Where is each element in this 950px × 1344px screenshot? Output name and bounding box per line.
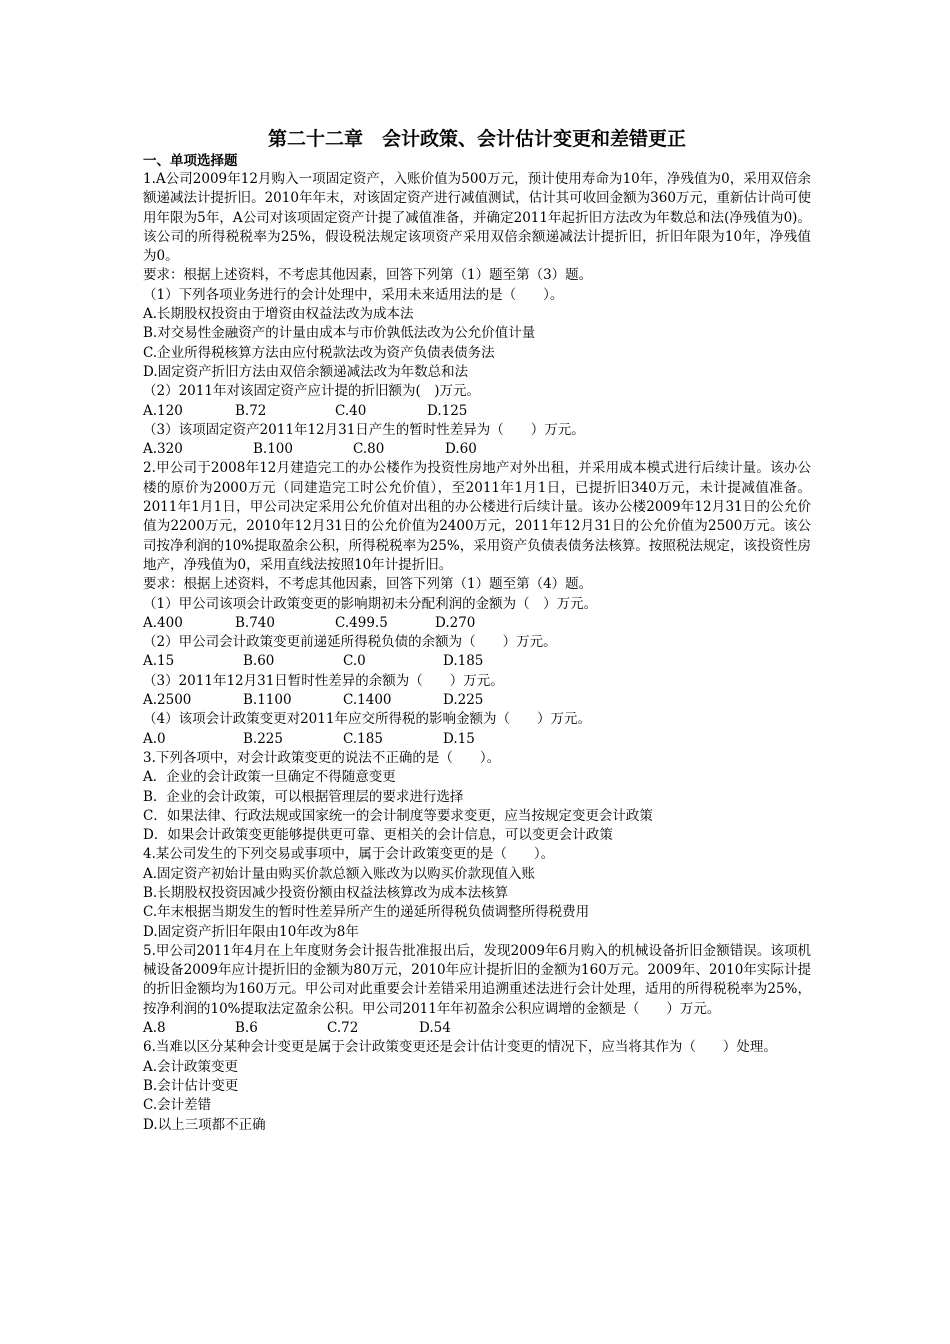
option-b: B.60 <box>243 653 275 670</box>
option-a: A.2500 <box>143 692 192 709</box>
options-row <box>143 652 811 671</box>
option-d: D.54 <box>419 1020 451 1037</box>
option-c: C.72 <box>327 1020 359 1037</box>
option-a: A.0 <box>143 730 166 747</box>
option-b: B．企业的会计政策，可以根据管理层的要求进行选择 <box>143 788 464 805</box>
options-row <box>143 691 811 710</box>
option-b: B.100 <box>253 441 293 458</box>
option-d: D.固定资产折旧年限由10年改为8年 <box>143 923 359 940</box>
option-d: D.185 <box>443 653 484 670</box>
option-d: D.固定资产折旧方法由双倍余额递减法改为年数总和法 <box>143 363 469 380</box>
question-2-stem: 2.甲公司于2008年12月建造完工的办公楼作为投资性房地产对外出租，并采用成本模式进行后续计量。该办公楼的原价为2000万元（同建造完工时公允价值），至2011年1月1日，已提折旧340万元，未计提减值准备。2011年1月1日，甲公司决定采用公允价值对出租的办公楼进行后续计量。该办公楼2009年12月31日的公允价值为2200万元，2010年12月31日的公允价值为2400万元，2011年12月31日的公允价值为2500万元。该公司按净利润的10%提取盈余公积，所得税税率为25%，采用资产负债表债务法核算。按照税法规定，该投资性房地产，净残值为0，采用直线法按照10年计提折旧。 <box>143 460 811 573</box>
option-c: C.185 <box>343 730 383 747</box>
question-1-sub-2: （2）2011年对该固定资产应计提的折旧额为( )万元。 <box>143 383 480 400</box>
question-1-sub-1: （1）下列各项业务进行的会计处理中，采用未来适用法的是（ ）。 <box>143 286 564 303</box>
question-1-stem: 1.A公司2009年12月购入一项固定资产，入账价值为500万元，预计使用寿命为10年，净残值为0，采用双倍余额递减法计提折旧。2010年年末，对该固定资产进行减值测试，估计其可收回金额为360万元，重新估计尚可使用年限为5年，A公司对该项固定资产计提了减值准备，并确定2011年起折旧方法改为年数总和法(净残值为0)。该公司的所得税税率为25%，假设税法规定该项资产采用双倍余额递减法计提折旧，折旧年限为10年，净残值为0。 <box>143 171 811 265</box>
option-a: A.固定资产初始计量由购买价款总额入账改为以购买价款现值入账 <box>143 865 536 882</box>
option-c: C.40 <box>335 402 367 419</box>
document-page <box>143 126 811 1135</box>
options-row <box>143 1019 811 1038</box>
option-c: C.企业所得税核算方法由应付税款法改为资产负债表债务法 <box>143 344 495 361</box>
option-d: D.以上三项都不正确 <box>143 1116 266 1133</box>
option-c: C．如果法律、行政法规或国家统一的会计制度等要求变更，应当按规定变更会计政策 <box>143 807 653 824</box>
options-row <box>143 440 811 459</box>
option-c: C.1400 <box>343 692 392 709</box>
option-d: D.60 <box>445 441 477 458</box>
question-2-sub-1: （1）甲公司该项会计政策变更的影响期初未分配利润的金额为（ ）万元。 <box>143 595 598 612</box>
question-2-sub-3: （3）2011年12月31日暂时性差异的余额为（ ）万元。 <box>143 672 504 689</box>
question-5-stem: 5.甲公司2011年4月在上年度财务会计报告批准报出后，发现2009年6月购入的机械设备折旧金额错误。该项机械设备2009年应计提折旧的金额为80万元，2010年应计提折旧的金额为160万元。2009年、2010年实际计提的折旧金额均为160万元。甲公司对此重要会计差错采用追溯重述法进行会计处理，适用的所得税税率为25%，按净利润的10%提取法定盈余公积。甲公司2011年年初盈余公积应调增的金额是（ ）万元。 <box>143 942 811 1017</box>
question-4-stem: 4.某公司发生的下列交易或事项中，属于会计政策变更的是（ ）。 <box>143 846 555 863</box>
option-a: A.长期股权投资由于增资由权益法改为成本法 <box>143 306 414 323</box>
option-b: B.1100 <box>243 692 292 709</box>
question-2-sub-2: （2）甲公司会计政策变更前递延所得税负债的余额为（ ）万元。 <box>143 634 557 651</box>
option-d: D.15 <box>443 730 475 747</box>
option-b: B.740 <box>235 614 275 631</box>
question-1-requirement: 要求：根据上述资料，不考虑其他因素，回答下列第（1）题至第（3）题。 <box>143 267 593 284</box>
options-row <box>143 730 811 749</box>
option-d: D.270 <box>435 614 476 631</box>
option-a: A.15 <box>143 653 175 670</box>
option-c: C.499.5 <box>335 614 388 631</box>
option-a: A.120 <box>143 402 183 419</box>
option-c: C.0 <box>343 653 366 670</box>
option-d: D.225 <box>443 692 484 709</box>
option-c: C.年末根据当期发生的暂时性差异所产生的递延所得税负债调整所得税费用 <box>143 904 590 921</box>
option-c: C.80 <box>353 441 385 458</box>
section-heading: 一、单项选择题 <box>143 153 238 169</box>
option-d: D．如果会计政策变更能够提供更可靠、更相关的会计信息，可以变更会计政策 <box>143 827 613 844</box>
option-d: D.125 <box>427 402 468 419</box>
option-a: A.320 <box>143 441 183 458</box>
option-b: B.对交易性金融资产的计量由成本与市价孰低法改为公允价值计量 <box>143 325 536 342</box>
options-row <box>143 614 811 633</box>
chapter-title: 第二十二章 会计政策、会计估计变更和差错更正 <box>267 128 686 150</box>
question-1-sub-3: （3）该项固定资产2011年12月31日产生的暂时性差异为（ ）万元。 <box>143 421 585 438</box>
option-a: A.8 <box>143 1020 166 1037</box>
option-a: A.会计政策变更 <box>143 1058 239 1075</box>
option-a: A.400 <box>143 614 183 631</box>
option-b: B.72 <box>235 402 267 419</box>
option-b: B.会计估计变更 <box>143 1077 239 1094</box>
option-b: B.6 <box>235 1020 258 1037</box>
option-a: A．企业的会计政策一旦确定不得随意变更 <box>143 769 396 786</box>
options-row <box>143 402 811 421</box>
option-b: B.225 <box>243 730 283 747</box>
question-2-requirement: 要求：根据上述资料，不考虑其他因素，回答下列第（1）题至第（4）题。 <box>143 576 593 593</box>
question-3-stem: 3.下列各项中，对会计政策变更的说法不正确的是（ ）。 <box>143 749 501 766</box>
option-b: B.长期股权投资因减少投资份额由权益法核算改为成本法核算 <box>143 884 509 901</box>
option-c: C.会计差错 <box>143 1097 212 1114</box>
question-6-stem: 6.当难以区分某种会计变更是属于会计政策变更还是会计估计变更的情况下，应当将其作为（ ）处理。 <box>143 1039 777 1056</box>
question-2-sub-4: （4）该项会计政策变更对2011年应交所得税的影响金额为（ ）万元。 <box>143 711 591 728</box>
